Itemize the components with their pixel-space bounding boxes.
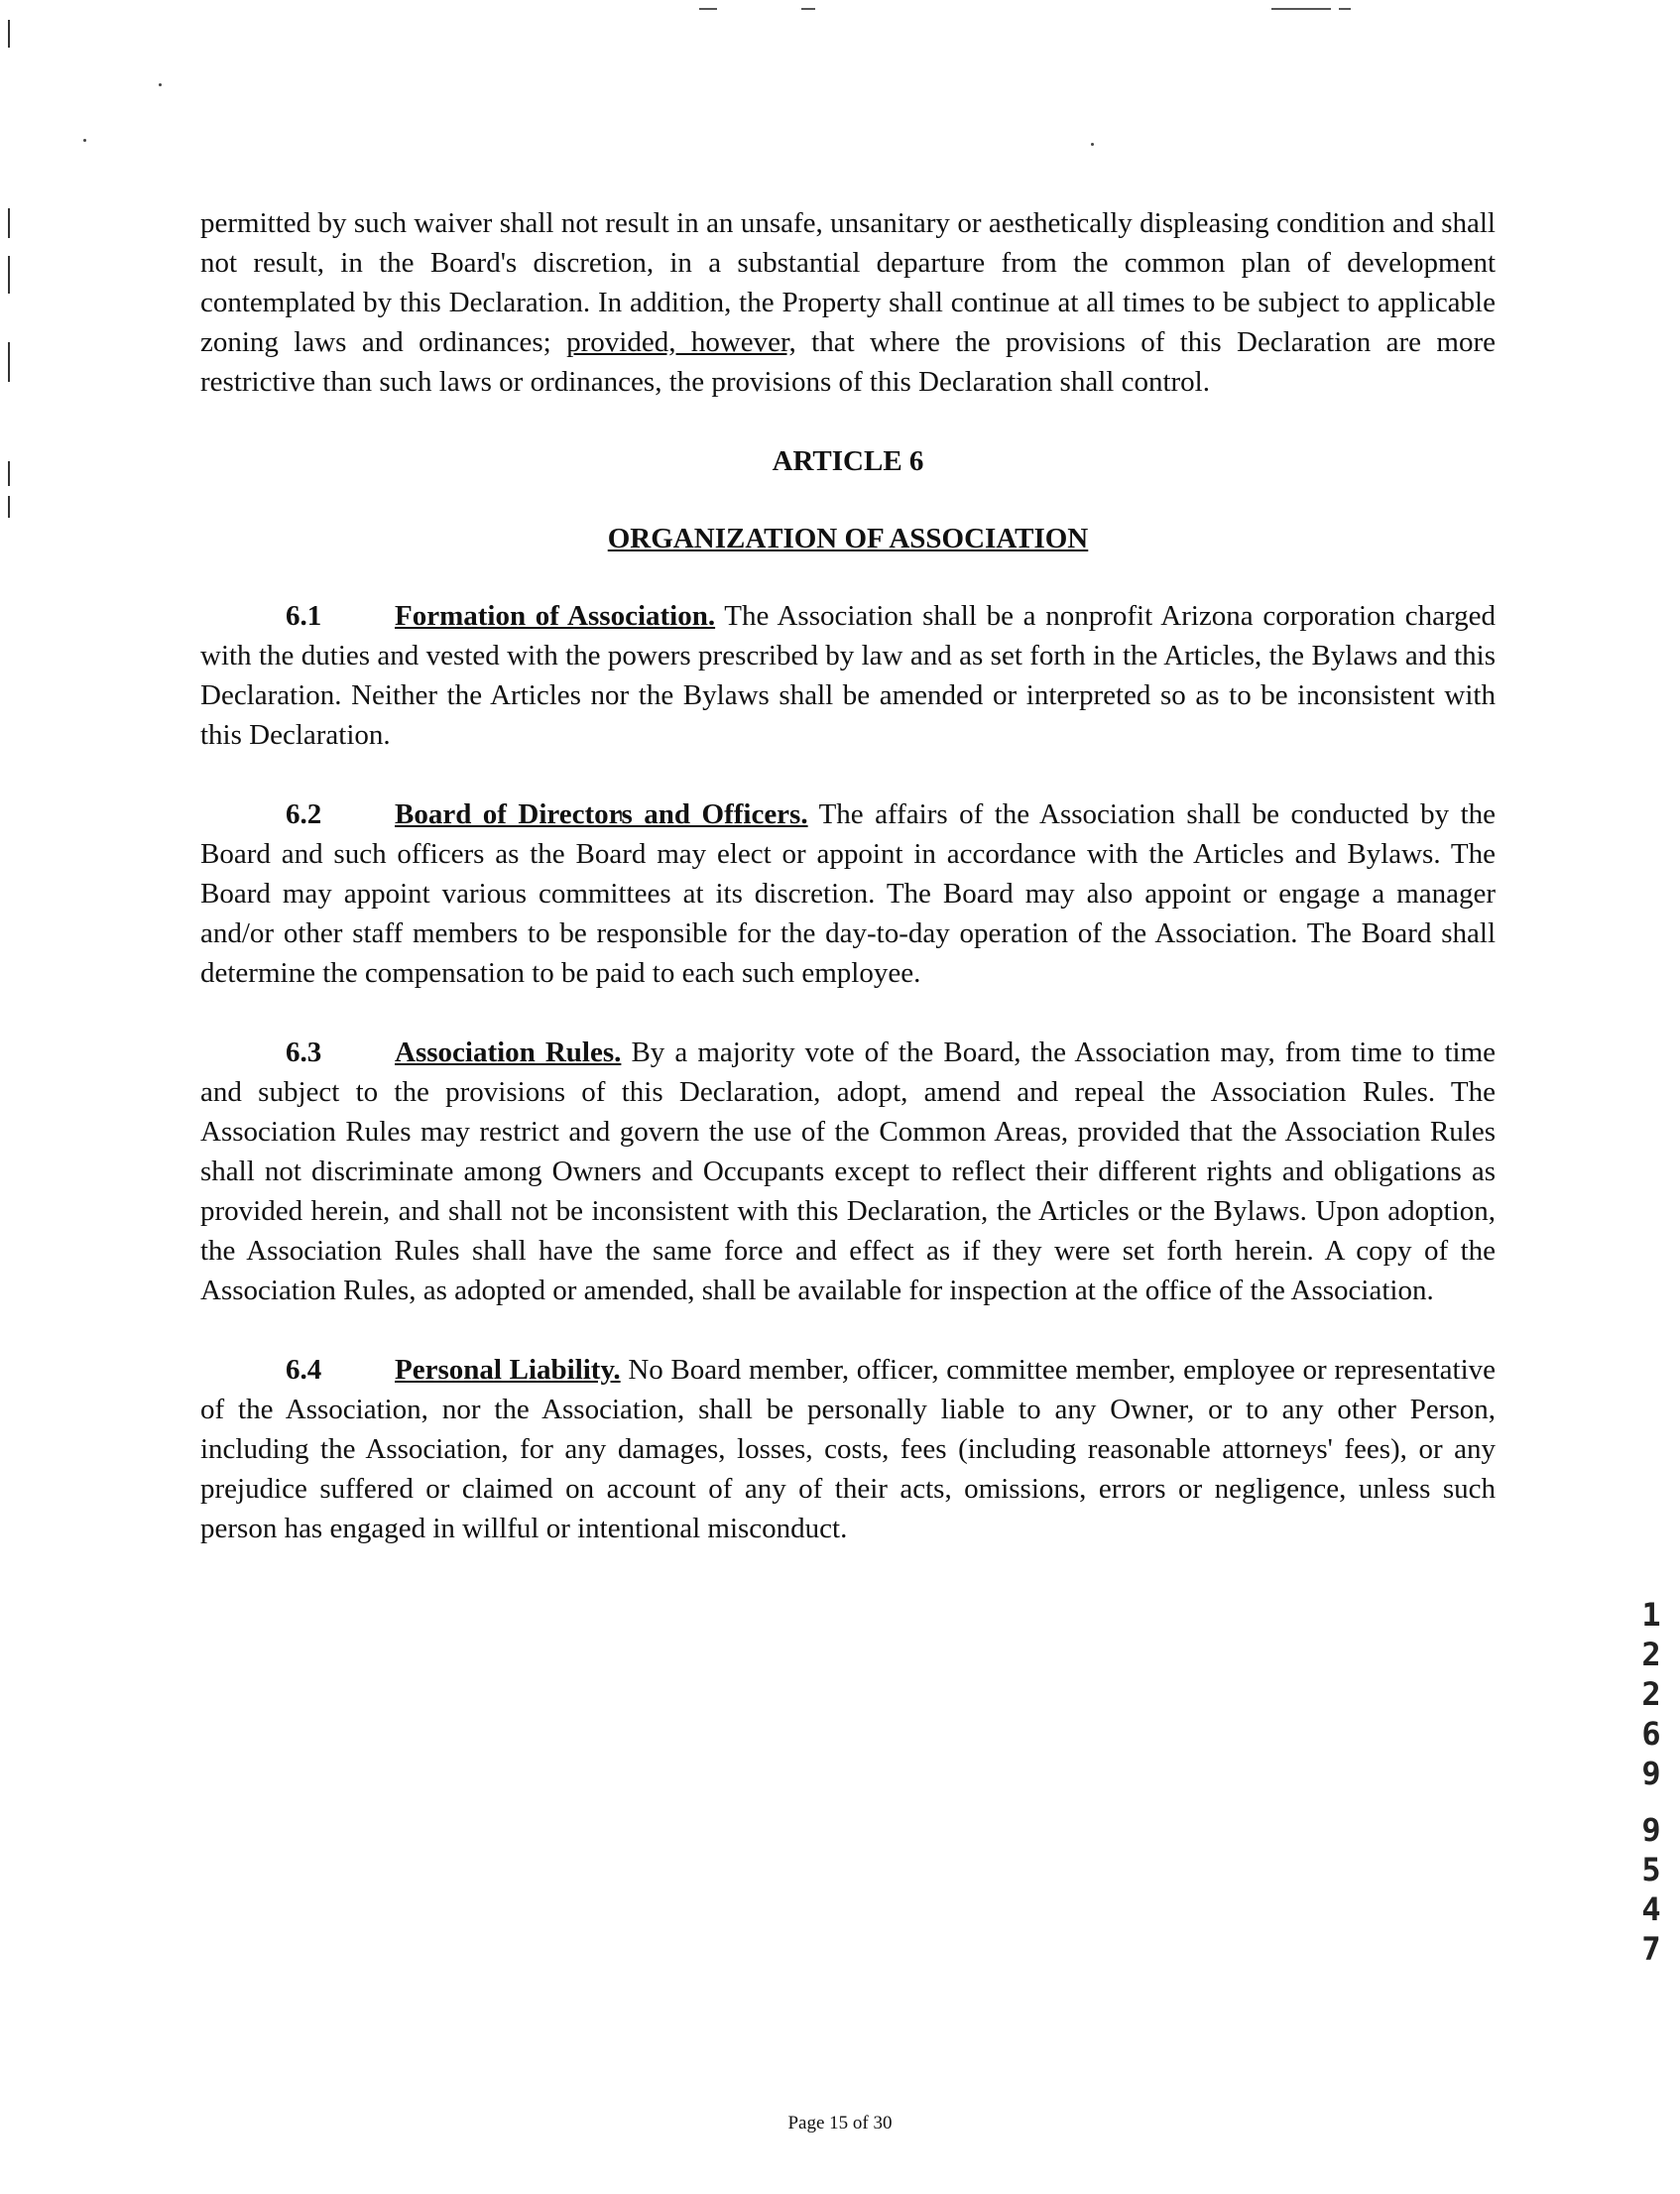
scan-margin-mark (8, 496, 10, 518)
article-title: ORGANIZATION OF ASSOCIATION (607, 523, 1089, 554)
scan-top-dash (801, 8, 815, 10)
section-6-4 (200, 1350, 1496, 1548)
section-number: 6.4 (286, 1354, 322, 1386)
stamp-digit: 6 (1641, 1715, 1661, 1753)
stamp-digit: 9 (1641, 1811, 1661, 1849)
scan-top-dash (1271, 8, 1331, 10)
scan-speck (1091, 143, 1094, 146)
scan-margin-mark (8, 20, 10, 48)
scan-speck (159, 83, 162, 86)
section-number: 6.2 (286, 798, 322, 830)
scan-speck (83, 139, 86, 142)
document-body (200, 203, 1496, 1548)
stamp-digit: 4 (1641, 1890, 1661, 1928)
section-title: Formation of Association. (395, 600, 716, 632)
intro-paragraph (200, 203, 1496, 402)
section-number: 6.3 (286, 1036, 322, 1068)
section-6-2 (200, 794, 1496, 993)
section-title: Personal Liability. (395, 1354, 621, 1386)
stamp-digit: 1 (1641, 1596, 1661, 1634)
intro-provided-however: provided, however, (566, 326, 796, 358)
page-footer: Page 15 of 30 (787, 2113, 893, 2133)
recording-stamp-top (1631, 1595, 1671, 1793)
scan-margin-mark (8, 461, 10, 486)
stamp-digit: 7 (1641, 1930, 1661, 1968)
article-heading: ARTICLE 6 (772, 445, 924, 477)
section-title: Board of Directors and Officers. (395, 798, 808, 830)
section-6-1 (200, 596, 1496, 755)
section-title: Association Rules. (395, 1036, 622, 1068)
stamp-digit: 9 (1641, 1755, 1661, 1792)
stamp-digit: 2 (1641, 1636, 1661, 1673)
section-body: The affairs of the Association shall be conducted by the Board and such officers as the Board may elect or appoint in accordance with the Articles and Bylaws. The Board may appoint various committees at its discretion. The Board may also appoint or engage a manager and/or other staff members to be responsible for the day-to-day operation of the Association. The Board shall determine the compensation to be paid to each such employee. (200, 798, 1497, 989)
recording-stamp-bottom (1631, 1810, 1671, 1969)
scan-margin-mark (8, 256, 10, 294)
scan-top-dash (1339, 8, 1351, 10)
intro-tail: that where the provisions of this Declaration are more restrictive than such laws or ordinances, the provisions of this Declaration shall control. (200, 326, 1496, 398)
section-body: The Association shall be a nonprofit Arizona corporation charged with the duties and vested with the powers prescribed by law and as set forth in the Articles, the Bylaws and this Declaration. Neither the Articles nor the Bylaws shall be amended or interpreted so as to be inconsistent with this Declaration. (200, 600, 1496, 751)
stamp-digit: 2 (1641, 1675, 1661, 1713)
section-body: By a majority vote of the Board, the Association may, from time to time and subject to the provisions of this Declaration, adopt, amend and repeal the Association Rules. The Association Rules may restrict and govern the use of the Common Areas, provided that the Association Rules shall not discriminate among Owners and Occupants except to reflect their different rights and obligations as provided herein, and shall not be inconsistent with this Declaration, the Articles or the Bylaws. Upon adoption, the Association Rules shall have the same force and effect as if they were set forth herein. A copy of the Association Rules, as adopted or amended, shall be available for inspection at the office of the Association. (200, 1036, 1496, 1306)
intro-text: permitted by such waiver shall not result in an unsafe, unsanitary or aesthetically displeasing condition and shall not result, in the Board's discretion, in a substantial departure from the common plan of development contemplated by this Declaration. In addition, the Property shall continue at all times to be subject to applicable zoning laws and ordinances; (200, 207, 1496, 358)
scan-top-dash (699, 8, 717, 10)
scan-margin-mark (8, 342, 10, 382)
section-number: 6.1 (286, 600, 322, 632)
section-body: No Board member, officer, committee member, employee or representative of the Association, nor the Association, shall be personally liable to any Owner, or to any other Person, including the Association, for any damages, losses, costs, fees (including reasonable attorneys' fees), or any prejudice suffered or claimed on account of any of their acts, omissions, errors or negligence, unless such person has engaged in willful or intentional misconduct. (200, 1354, 1497, 1544)
section-6-3 (200, 1033, 1496, 1310)
scan-margin-mark (8, 208, 10, 238)
stamp-digit: 5 (1641, 1851, 1661, 1889)
